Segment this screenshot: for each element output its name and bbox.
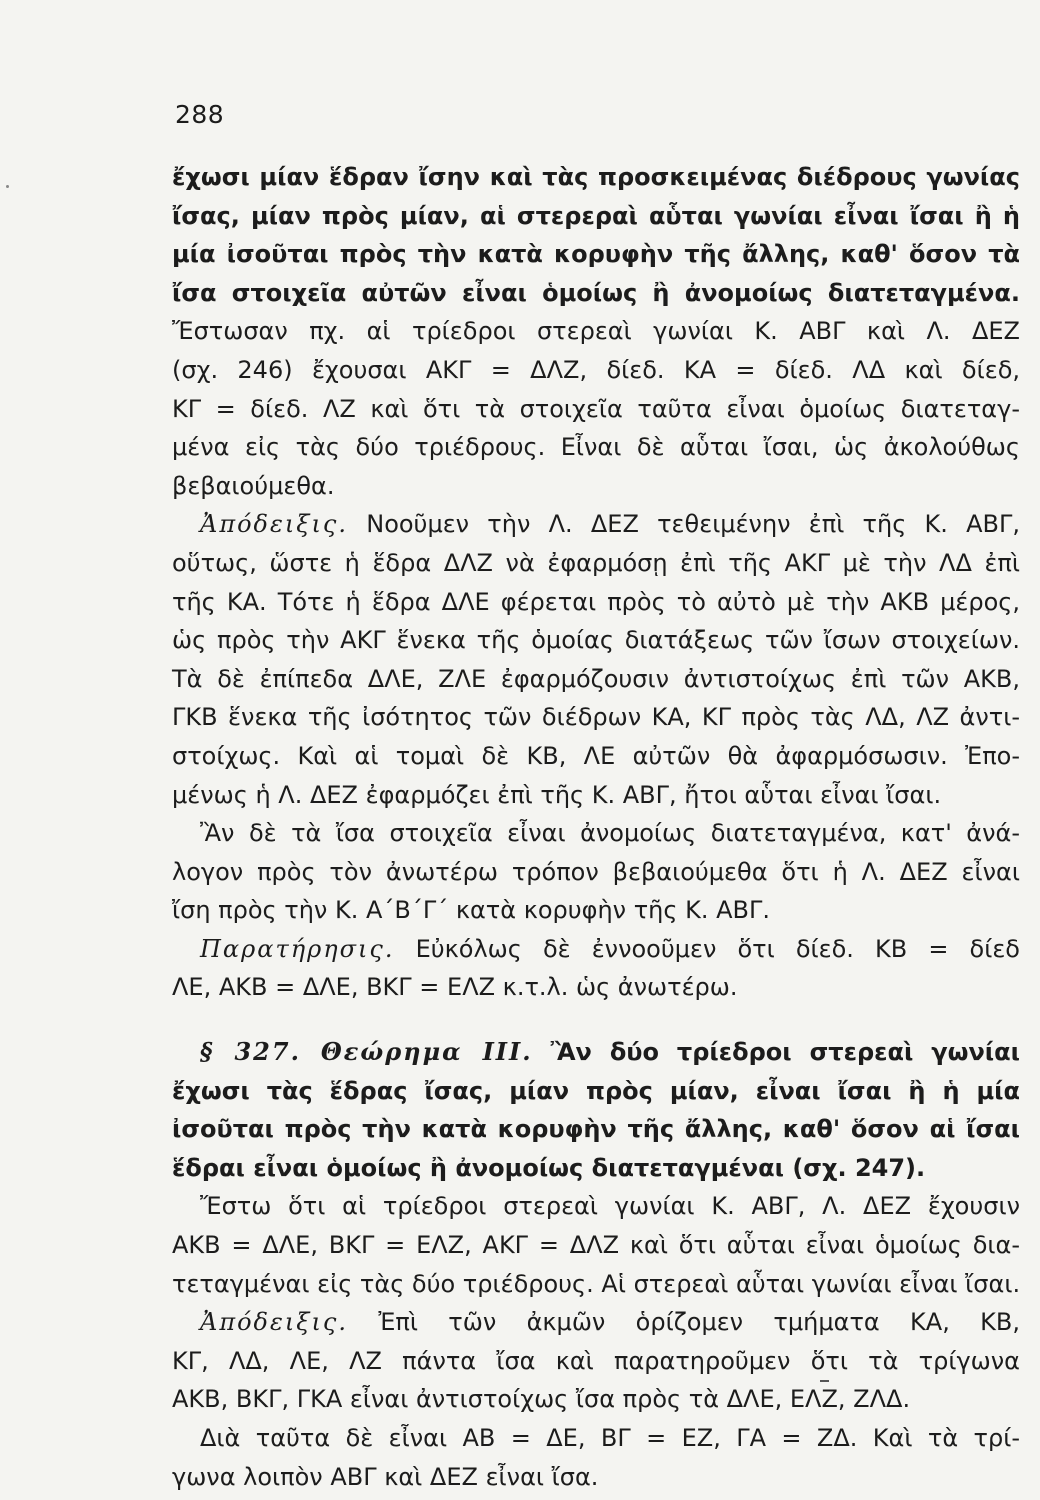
line-text: μένα εἰς τὰς δύο τριέδρους. Εἶναι δὲ αὗται ἴσαι, ὡς ἀκολούθως <box>172 433 1020 462</box>
text-line <box>172 351 1020 390</box>
line-text: Εὐκόλως δὲ ἐννοοῦμεν ὅτι δίεδ. ΚΒ = δίεδ <box>415 934 1020 963</box>
text-line <box>172 1110 1020 1149</box>
line-lead: Ἀπόδειξις. <box>200 1308 348 1337</box>
text-line <box>172 1072 1020 1111</box>
text-line <box>172 428 1020 467</box>
text-line <box>172 467 1020 506</box>
text-line <box>172 1033 1020 1072</box>
text-line <box>172 235 1020 274</box>
line-text: τῆς ΚΑ. Τότε ἡ ἕδρα ΔΛΕ φέρεται πρὸς τὸ αὐτὸ μὲ τὴν ΑΚΒ μέρος, <box>172 587 1020 616</box>
line-text: Ἂν δύο τρίεδροι στερεαὶ γωνίαι <box>550 1038 1020 1067</box>
line-text: ἴση πρὸς τὴν Κ. Α΄Β΄Γ΄ κατὰ κορυφὴν τῆς Κ. ΑΒΓ. <box>172 896 770 925</box>
line-text: στοίχως. Καὶ αἱ τομαὶ δὲ ΚΒ, ΛΕ αὐτῶν θὰ ἀφαρμόσωσιν. Ἐπο- <box>172 741 1020 770</box>
line-text: ὡς πρὸς τὴν ΑΚΓ ἕνεκα τῆς ὁμοίας διατάξεως τῶν ἴσων στοιχείων. <box>172 626 1020 655</box>
text-line <box>172 891 1020 930</box>
line-text: Ἔστωσαν πχ. αἱ τρίεδροι στερεαὶ γωνίαι Κ. ΑΒΓ καὶ Λ. ΔΕΖ <box>172 317 1020 346</box>
line-text: ἴσα στοιχεῖα αὐτῶν εἶναι ὁμοίως ἢ ἀνομοίως διατεταγμένα. <box>172 278 1020 307</box>
line-text: λογον πρὸς τὸν ἀνωτέρω τρόπον βεβαιούμεθα ὅτι ἡ Λ. ΔΕΖ εἶναι <box>172 857 1020 886</box>
text-line <box>172 1342 1020 1381</box>
line-text: ΚΓ, ΛΔ, ΛΕ, ΛΖ πάντα ἴσα καὶ παρατηροῦμεν ὅτι τὰ τρίγωνα <box>172 1346 1020 1375</box>
text-line <box>172 621 1020 660</box>
line-text: ἕδραι εἶναι ὁμοίως ἢ ἀνομοίως διατεταγμέναι (σχ. 247). <box>172 1153 926 1182</box>
text-line <box>172 583 1020 622</box>
text-line <box>172 853 1020 892</box>
line-text: Διὰ ταῦτα δὲ εἶναι ΑΒ = ΔΕ, ΒΓ = ΕΖ, ΓΑ = ΖΔ. Καὶ τὰ τρί- <box>200 1424 1020 1452</box>
text-line <box>172 930 1020 969</box>
text-line <box>172 505 1020 544</box>
text-line <box>172 1187 1020 1226</box>
line-text: Ἂν δὲ τὰ ἴσα στοιχεῖα εἶναι ἀνομοίως διατεταγμένα, κατ' ἀνά- <box>200 819 1020 848</box>
line-text: (σχ. 246) ἔχουσαι ΑΚΓ = ΔΛΖ, δίεδ. ΚΑ = δίεδ. ΛΔ καὶ δίεδ, <box>172 355 1020 384</box>
text-line <box>172 737 1020 776</box>
text-line <box>172 1419 1020 1458</box>
body-text <box>172 158 1020 1496</box>
line-text: βεβαιούμεθα. <box>172 471 335 500</box>
text-line <box>172 814 1020 853</box>
text-line <box>172 660 1020 699</box>
text-line <box>172 1458 1020 1497</box>
text-line <box>172 1226 1020 1265</box>
line-text: ἴσας, μίαν πρὸς μίαν, αἱ στερεραὶ αὗται γωνίαι εἶναι ἴσαι ἢ ἡ <box>172 201 1020 230</box>
text-line <box>172 158 1020 197</box>
line-text: ΛΕ, ΑΚΒ = ΔΛΕ, ΒΚΓ = ΕΛΖ κ.τ.λ. ὡς ἀνωτέρω. <box>172 973 738 1002</box>
line-text: τεταγμέναι εἰς τὰς δύο τριέδρους. Αἱ στερεαὶ αὗται γωνίαι εἶναι ἴσαι. <box>172 1269 1021 1298</box>
text-line <box>172 390 1020 429</box>
text-line <box>172 1149 1020 1188</box>
text-line <box>172 776 1020 815</box>
text-line <box>172 1380 1020 1419</box>
text-line <box>172 968 1020 1007</box>
line-text: μένως ἡ Λ. ΔΕΖ ἐφαρμόζει ἐπὶ τῆς Κ. ΑΒΓ, ἤτοι αὗται εἶναι ἴσαι. <box>172 780 942 809</box>
line-text: ΑΚΒ = ΔΛΕ, ΒΚΓ = ΕΛΖ, ΑΚΓ = ΔΛΖ καὶ ὅτι αὗται εἶναι ὁμοίως δια- <box>172 1231 1020 1260</box>
line-text: ἔχωσι μίαν ἕδραν ἴσην καὶ τὰς προσκειμένας διέδρους γωνίας <box>172 163 1020 191</box>
margin-speck <box>6 185 9 188</box>
text-line <box>172 274 1020 313</box>
line-text: ΓΚΒ ἕνεκα τῆς ἰσότητος τῶν διέδρων ΚΑ, ΚΓ πρὸς τὰς ΛΔ, ΛΖ ἀντι- <box>172 703 1020 732</box>
text-line <box>172 1303 1020 1342</box>
line-text: οὕτως, ὥστε ἡ ἕδρα ΔΛΖ νὰ ἐφαρμόσῃ ἐπὶ τῆς ΑΚΓ μὲ τὴν ΛΔ ἐπὶ <box>172 548 1020 577</box>
line-text: γωνα λοιπὸν ΑΒΓ καὶ ΔΕΖ εἶναι ἴσα. <box>172 1462 599 1491</box>
text-line <box>172 1265 1020 1304</box>
line-text: Ἔστω ὅτι αἱ τρίεδροι στερεαὶ γωνίαι Κ. ΑΒΓ, Λ. ΔΕΖ ἔχουσιν <box>200 1192 1020 1221</box>
line-text: μία ἰσοῦται πρὸς τὴν κατὰ κορυφὴν τῆς ἄλλης, καθ' ὅσον τὰ <box>172 240 1020 269</box>
line-text: ΚΓ = δίεδ. ΛΖ καὶ ὅτι τὰ στοιχεῖα ταῦτα εἶναι ὁμοίως διατεταγ- <box>172 394 1020 423</box>
ink-mark <box>820 1380 829 1382</box>
line-text: ΑΚΒ, ΒΚΓ, ΓΚΑ εἶναι ἀντιστοίχως ἴσα πρὸς τὰ ΔΛΕ, ΕΛΖ, ΖΛΔ. <box>172 1385 911 1414</box>
line-text: ἔχωσι τὰς ἕδρας ἴσας, μίαν πρὸς μίαν, εἶναι ἴσαι ἢ ἡ μία <box>172 1076 1020 1105</box>
line-lead: § 327. Θεώρημα ΙΙΙ. <box>200 1037 533 1067</box>
text-line <box>172 312 1020 351</box>
line-text: Νοοῦμεν τὴν Λ. ΔΕΖ τεθειμένην ἐπὶ τῆς Κ. ΑΒΓ, <box>366 510 1020 539</box>
section-gap <box>172 1007 1020 1033</box>
text-line <box>172 544 1020 583</box>
page-number: 288 <box>175 100 225 129</box>
text-line <box>172 698 1020 737</box>
text-line <box>172 197 1020 236</box>
line-lead: Ἀπόδειξις. <box>200 510 348 539</box>
line-text: Ἐπὶ τῶν ἀκμῶν ὁρίζομεν τμήματα ΚΑ, ΚΒ, <box>378 1308 1020 1337</box>
line-lead: Παρατήρησις. <box>200 934 395 963</box>
line-text: ἰσοῦται πρὸς τὴν κατὰ κορυφὴν τῆς ἄλλης, καθ' ὅσον αἱ ἴσαι <box>172 1115 1020 1144</box>
line-text: Τὰ δὲ ἐπίπεδα ΔΛΕ, ΖΛΕ ἐφαρμόζουσιν ἀντιστοίχως ἐπὶ τῶν ΑΚΒ, <box>172 664 1020 693</box>
